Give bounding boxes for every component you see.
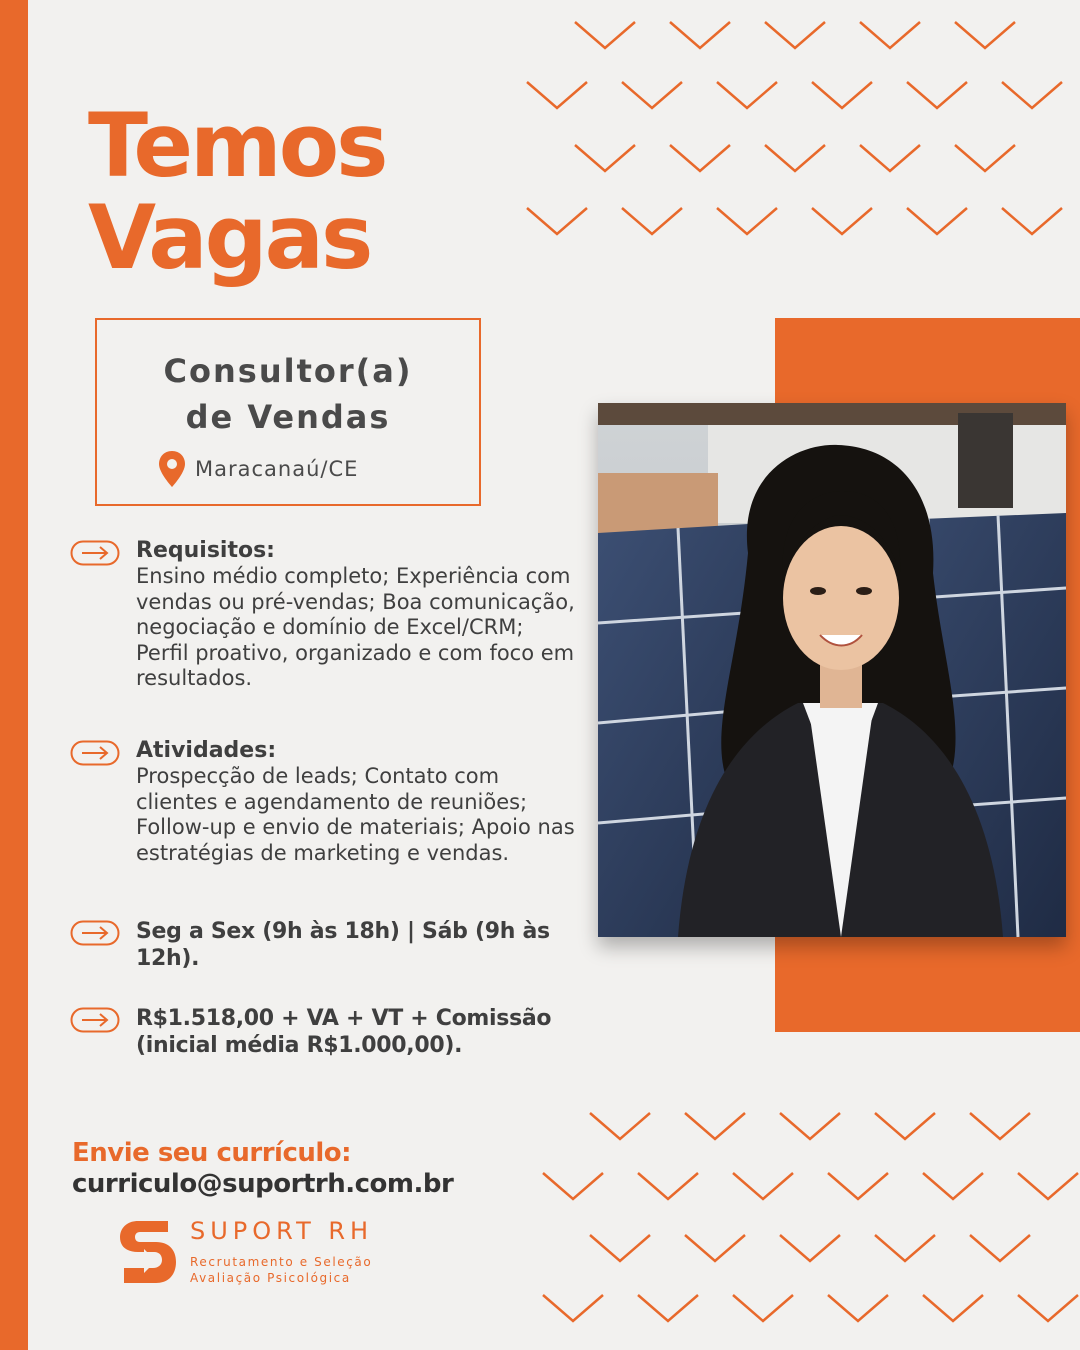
chevron-pattern-top (515, 10, 1075, 250)
call-to-action (72, 1138, 453, 1200)
salary-text: R$1.518,00 + VA + VT + Comissão (inicial média R$1.000,00). (136, 1006, 552, 1058)
schedule-item (70, 918, 590, 972)
requirements-label: Requisitos: (136, 538, 275, 563)
job-title (97, 348, 479, 440)
chevron-pattern-bottom (535, 1105, 1080, 1350)
contact-email[interactable]: curriculo@suportrh.com.br (72, 1169, 454, 1199)
activities-text: Prospecção de leads; Contato com clientes e agendamento de reuniões; Follow-up e envio de materiais; Apoio nas estratégias de marketing e vendas. (136, 764, 575, 865)
brand-tagline-2: Avaliação Psicológica (190, 1271, 351, 1285)
brand-name: SUPORT RH (190, 1217, 374, 1245)
headline (88, 94, 386, 289)
activities-label: Atividades: (136, 738, 277, 763)
brand-tagline-1: Recrutamento e Seleção (190, 1255, 373, 1269)
location (157, 450, 358, 488)
arrow-right-icon (70, 740, 120, 766)
arrow-right-icon (70, 920, 120, 946)
activities-item (70, 738, 590, 866)
requirements-text: Ensino médio completo; Experiência com vendas ou pré-vendas; Boa comunicação, negociação e domínio de Excel/CRM; Perfil proativo, organizado e com foco em resultados. (136, 564, 575, 690)
salary-item (70, 1005, 590, 1059)
headline-line-2: Vagas (88, 186, 371, 289)
schedule-text: Seg a Sex (9h às 18h) | Sáb (9h às 12h). (136, 919, 550, 971)
brand-logo (118, 1215, 418, 1295)
location-pin-icon (157, 450, 187, 488)
job-title-box (95, 318, 481, 506)
job-title-line-2: de Vendas (185, 398, 391, 436)
arrow-right-icon (70, 1007, 120, 1033)
location-text: Maracanaú/CE (195, 457, 359, 481)
left-accent-bar (0, 0, 28, 1350)
cta-label: Envie seu currículo: (72, 1138, 352, 1168)
requirements-item (70, 538, 590, 692)
photo-woman-solar-panels (598, 403, 1066, 937)
job-title-line-1: Consultor(a) (163, 352, 413, 390)
arrow-right-icon (70, 540, 120, 566)
suport-s-logo-icon (118, 1215, 178, 1289)
headline-line-1: Temos (88, 94, 386, 197)
